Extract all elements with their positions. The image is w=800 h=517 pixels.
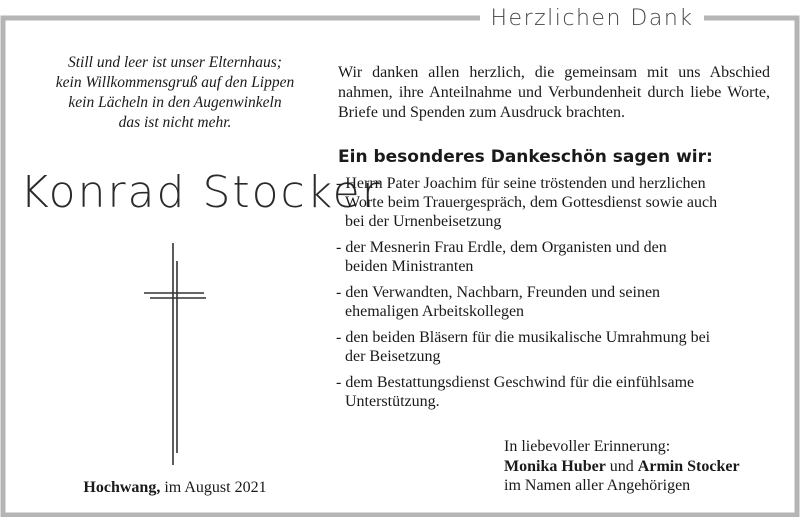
poem-line: Still und leer ist unser Elternhaus; <box>68 54 282 71</box>
thanks-item <box>336 283 776 321</box>
signoff-line: In liebevoller Erinnerung: <box>504 438 671 455</box>
thanks-item-line: - Herrn Pater Joachim für seine tröstenden und herzlichen <box>336 175 706 192</box>
thanks-item-line: - den beiden Bläsern für die musikalische Umrahmung bei <box>336 329 711 346</box>
intro-text: Wir danken allen herzlich, die gemeinsam mit uns Abschied nahmen, ihre Anteilnahme und Verbundenheit durch liebe Worte, Briefe und Spenden zum Ausdruck brachten. <box>338 64 770 121</box>
place-date <box>20 478 330 498</box>
thanks-item-line: - den Verwandten, Nachbarn, Freunden und seinen <box>336 284 661 301</box>
thanks-item <box>336 328 776 366</box>
thanks-item-line: bei der Urnenbeisetzung <box>345 213 502 230</box>
poem-line: das ist nicht mehr. <box>118 114 232 131</box>
thanks-item-line: beiden Ministranten <box>345 258 474 275</box>
cross-icon <box>140 243 210 465</box>
heading-herzlichen-dank: Herzlichen Dank <box>480 4 704 34</box>
thanks-item-line: Worte beim Trauergespräch, dem Gottesdienst sowie auch <box>345 194 718 211</box>
poem <box>20 53 330 133</box>
poem-line: kein Willkommensgruß auf den Lippen <box>55 74 295 91</box>
thanks-item-line: der Beisetzung <box>345 348 441 365</box>
thanks-item-line: - dem Bestattungsdienst Geschwind für die einfühlsame <box>336 374 695 391</box>
signoff <box>504 437 784 496</box>
thanks-item-line: Unterstützung. <box>345 393 440 410</box>
signoff-names <box>504 457 784 477</box>
poem-line: kein Lächeln in den Augenwinkeln <box>68 94 282 111</box>
date: im August 2021 <box>164 479 267 496</box>
deceased-name: Konrad Stocker <box>20 167 382 218</box>
place: Hochwang, <box>83 479 161 496</box>
thanks-item <box>336 373 776 411</box>
signer-name: Monika Huber <box>504 457 606 475</box>
thanks-item-line: ehemaligen Arbeitskollegen <box>345 303 525 320</box>
thanks-item <box>336 174 776 231</box>
thanks-title: Ein besonderes Dankeschön sagen wir: <box>338 147 713 167</box>
thanks-item-line: - der Mesnerin Frau Erdle, dem Organisten und den <box>336 239 667 256</box>
thanks-item <box>336 238 776 276</box>
signer-name: Armin Stocker <box>637 457 740 475</box>
signoff-line: im Namen aller Angehörigen <box>504 477 691 494</box>
signer-conjunction: und <box>609 457 634 475</box>
thanks-list <box>336 174 776 418</box>
